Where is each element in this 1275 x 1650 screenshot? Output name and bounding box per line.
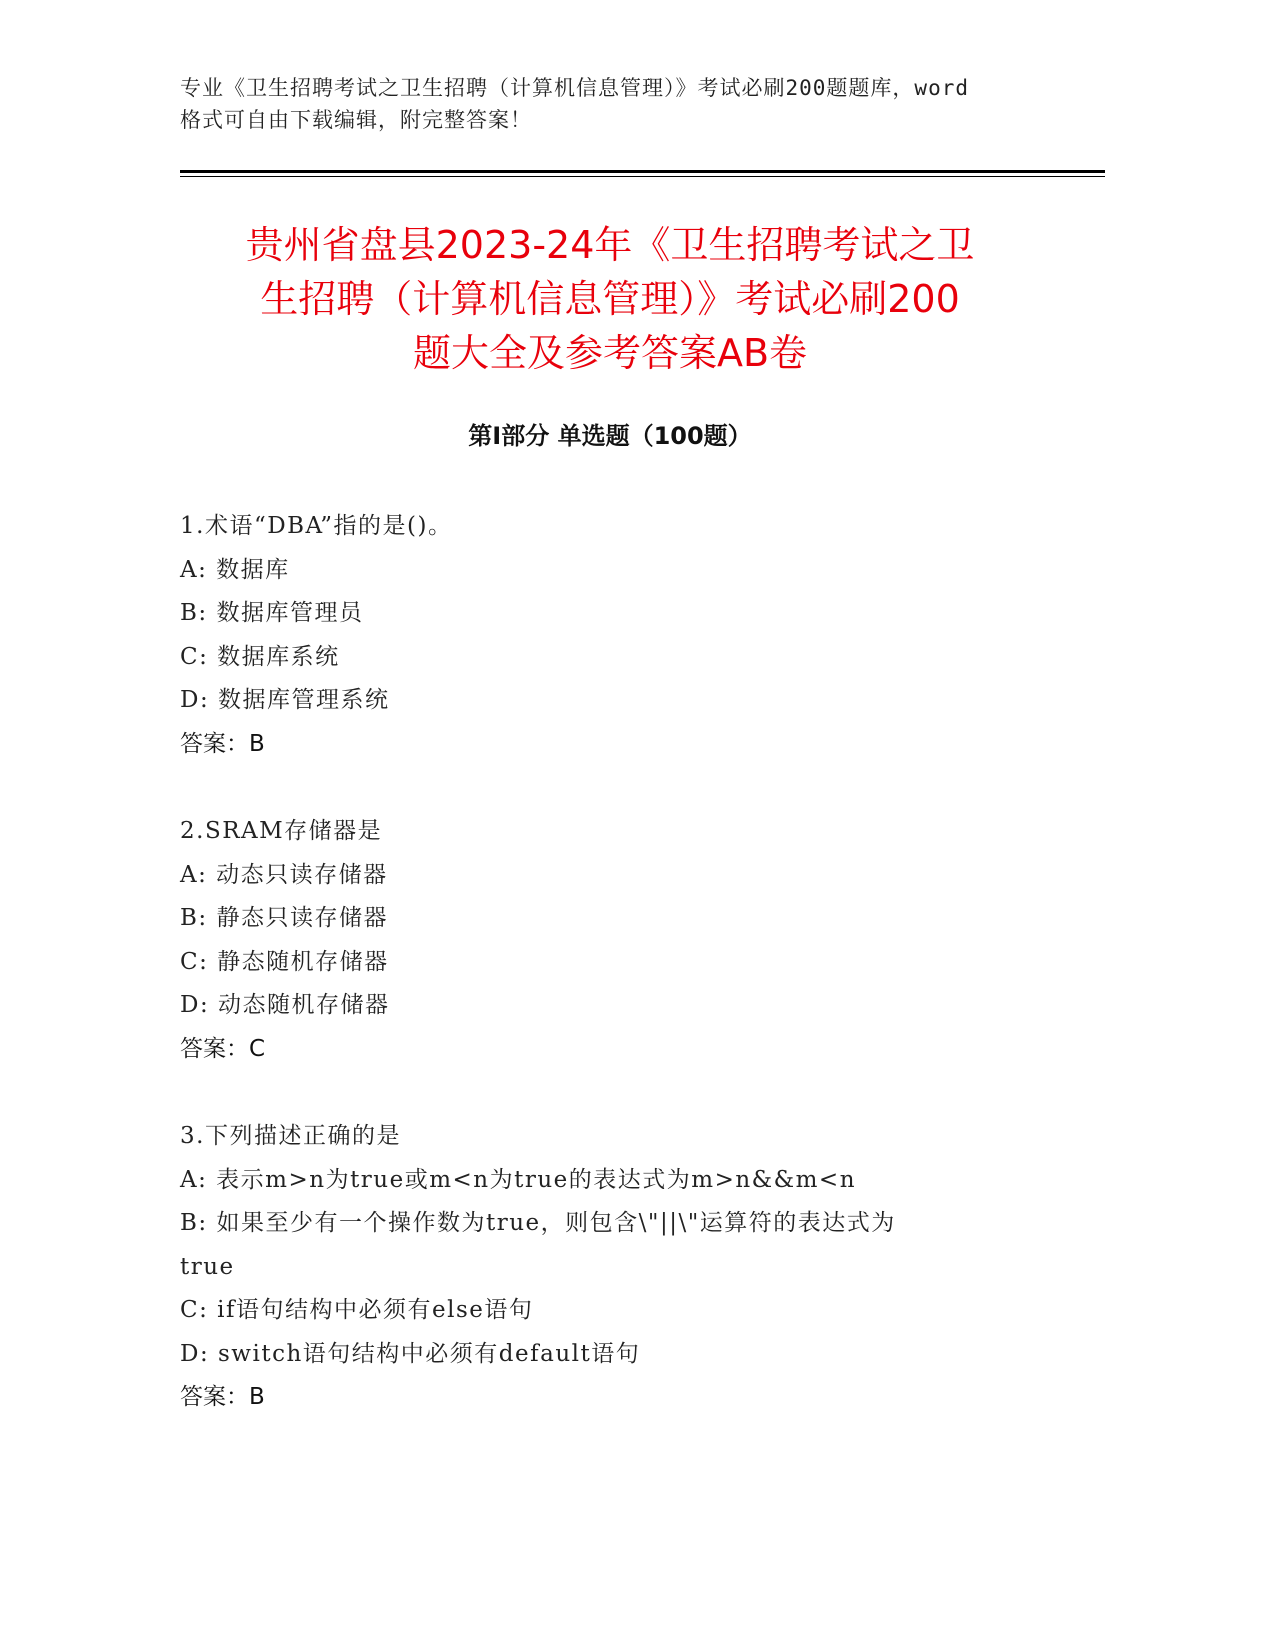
question-item xyxy=(180,1115,1040,1420)
title-line: 生招聘（计算机信息管理）》考试必刷200 xyxy=(260,277,960,321)
answer-line: 答案：B xyxy=(180,730,265,757)
option-d: D: 动态随机存储器 xyxy=(180,992,390,1018)
header-divider-thick xyxy=(180,170,1105,173)
option-b-continuation: true xyxy=(180,1253,235,1280)
question-stem: 3.下列描述正确的是 xyxy=(180,1123,401,1149)
option-b: B: 静态只读存储器 xyxy=(180,905,388,931)
section-heading: 第Ⅰ部分 单选题（100题） xyxy=(468,422,752,450)
document-title xyxy=(180,218,1040,380)
question-item xyxy=(180,810,1040,1071)
answer-line: 答案：C xyxy=(180,1035,266,1062)
option-b: B: 如果至少有一个操作数为true，则包含\"||\"运算符的表达式为 xyxy=(180,1210,896,1236)
answer-line: 答案：B xyxy=(180,1384,265,1410)
question-list xyxy=(180,505,1040,1464)
option-d: D: 数据库管理系统 xyxy=(180,687,390,713)
option-c: C: 数据库系统 xyxy=(180,643,340,670)
option-c: C: 静态随机存储器 xyxy=(180,948,389,975)
option-a: A: 数据库 xyxy=(180,556,290,583)
header-note-line: 专业《卫生招聘考试之卫生招聘（计算机信息管理）》考试必刷200题题库，word xyxy=(180,76,969,100)
title-line: 题大全及参考答案AB卷 xyxy=(412,331,808,375)
header-note-line: 格式可自由下载编辑，附完整答案！ xyxy=(180,108,532,132)
question-stem: 1.术语“DBA”指的是()。 xyxy=(180,513,453,539)
question-item xyxy=(180,505,1040,766)
header-note xyxy=(180,72,1080,136)
option-b: B: 数据库管理员 xyxy=(180,600,364,626)
question-stem: 2.SRAM存储器是 xyxy=(180,818,383,844)
option-c: C: if语句结构中必须有else语句 xyxy=(180,1297,534,1323)
title-line: 贵州省盘县2023-24年《卫生招聘考试之卫 xyxy=(245,223,975,267)
header-divider-thin xyxy=(180,176,1105,177)
option-a: A: 表示m>n为true或m<n为true的表达式为m>n&&m<n xyxy=(180,1166,857,1193)
option-d: D: switch语句结构中必须有default语句 xyxy=(180,1340,641,1367)
option-a: A: 动态只读存储器 xyxy=(180,861,388,888)
